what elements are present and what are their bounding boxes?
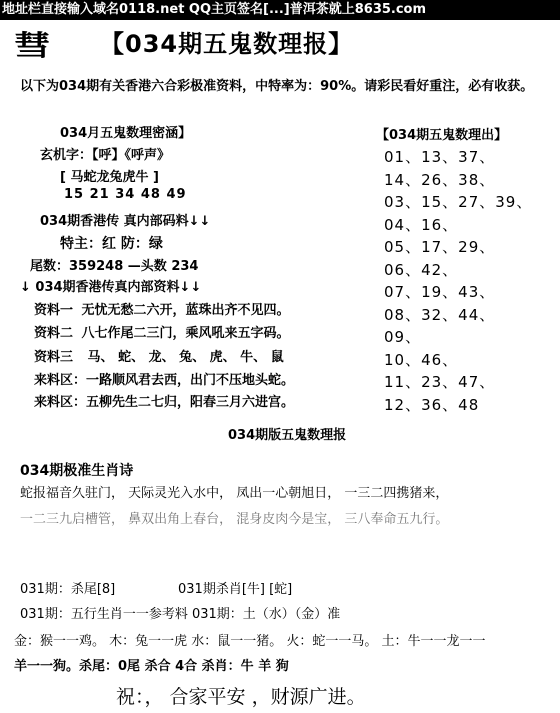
special-label: 特主： [60, 236, 102, 252]
number-row: 14、26、38、 [384, 170, 496, 189]
summary-line: 羊一一狗。杀尾：0尾 杀合 4合 杀肖：牛 羊 狗 [14, 659, 289, 674]
number-rows [384, 146, 532, 416]
info-row-2 [34, 322, 290, 341]
number-row: 08、32、44、 [384, 305, 496, 324]
poem-line-2: 一二三九启槽管， 鼻双出角上春台， 混身皮肉今是宝， 三八奉命五九行。 [20, 512, 449, 527]
top-banner: 地址栏直接输入域名0118.net QQ主页签名[...]普洱茶就上8635.com [0, 0, 560, 20]
number-list: 15 21 34 48 49 [64, 187, 187, 202]
number-row: 12、36、48 [384, 395, 480, 414]
source-row-2 [34, 391, 294, 410]
right-title: 【034期五鬼数理出】 [376, 128, 508, 143]
hk-insider-title: 034期香港传 真内部码料↓↓ [40, 214, 211, 229]
number-row: 09、 [384, 328, 422, 346]
xuanji-row [40, 144, 170, 163]
special-value: 红 防：绿 [102, 236, 163, 252]
source-text: 五柳先生二七归，阳春三月六进宫。 [86, 395, 295, 410]
number-row: 05、17、29、 [384, 238, 496, 256]
mid-caption: 034期版五鬼数理报 [228, 428, 347, 443]
five-elements-line: 031期：五行生肖一一参考料 031期：土（水）（金）准 [20, 607, 341, 622]
zodiac-box: [ 马蛇龙兔虎牛 ] [60, 170, 159, 185]
info-label: 资料三 [34, 350, 74, 365]
source-label: 来料区： [34, 395, 87, 410]
number-row: 10、46、 [384, 350, 459, 369]
xuanji-label: 玄机字： [40, 148, 93, 163]
info-text: 无忧无愁二六开，蓝珠出齐不见四。 [81, 303, 290, 318]
source-label: 来料区： [34, 373, 87, 388]
number-row: 04、16、 [384, 215, 459, 234]
poem-title: 034期极准生肖诗 [20, 463, 134, 479]
info-text: 马、 蛇、 龙、 兔、 虎、 牛、 鼠 [87, 350, 284, 365]
number-row: 01、13、37、 [384, 148, 496, 166]
info-row-1 [34, 299, 290, 318]
info-label: 资料二 [34, 326, 74, 341]
poem-line-1: 蛇报福音久驻门， 天际灵光入水中， 凤出一心朝旭日， 一三二四携猪来， [20, 486, 449, 501]
hk-insider-title-2: ↓ 034期香港传真内部资料↓↓ [20, 280, 202, 295]
info-row-3 [34, 346, 284, 365]
source-row-1 [34, 369, 294, 388]
number-row: 06、42、 [384, 260, 459, 279]
logo-icon: 彗 [14, 29, 51, 62]
blessing-text: 祝：， 合家平安 ，财源广进。 [116, 686, 366, 708]
elements-line: 金：猴一一鸡。 木：兔一一虎 水：鼠一一猪。 火：蛇一一马。 土：牛一一龙一一 [14, 634, 486, 649]
page-title: 【034期五鬼数理报】 [100, 30, 354, 58]
source-text: 一路顺风君去西，出门不压地头蛇。 [86, 373, 295, 388]
number-row: 07、19、43、 [384, 283, 496, 301]
info-label: 资料一 [34, 303, 74, 318]
secret-title: 034月五鬼数理密涵】 [60, 126, 192, 141]
special-row [60, 233, 163, 253]
number-row: 11、23、47、 [384, 373, 496, 391]
tail-line: 尾数：359248 —头数 234 [30, 259, 199, 274]
info-text: 八七作尾二三门，乘风吼来五字码。 [81, 326, 290, 341]
number-row: 03、15、27、39、 [384, 193, 533, 211]
intro-text: 以下为034期有关香港六合彩极准资料，中特率为：90%。请彩民看好重注，必有收获。 [20, 79, 534, 94]
xuanji-value: 【呼】《呼声》 [92, 148, 171, 163]
kill-zodiac: 031期杀肖[牛] [蛇] [178, 582, 293, 597]
kill-tail: 031期：杀尾[8] [20, 582, 116, 597]
